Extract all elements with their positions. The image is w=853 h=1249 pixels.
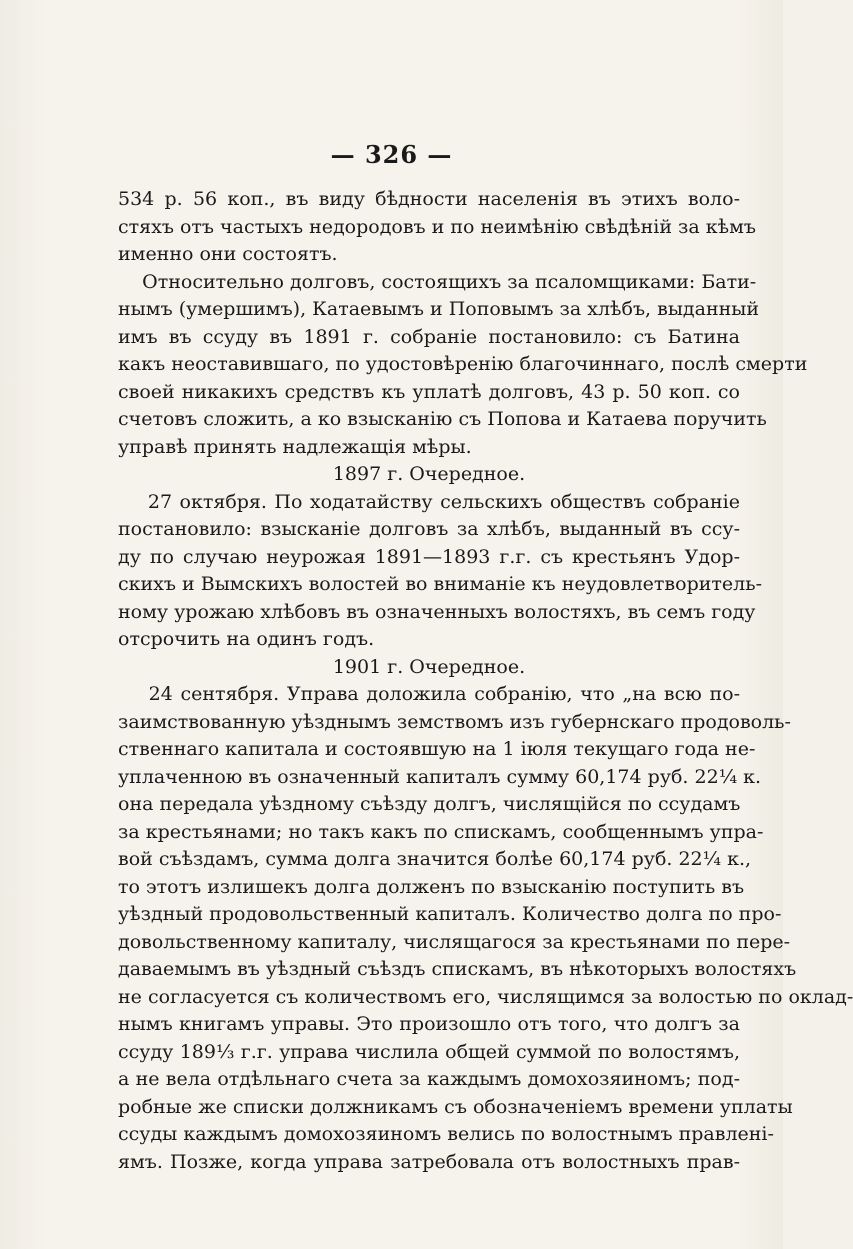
text-line: она передала уѣздному съѣзду долгъ, числящійся по ссудамъ: [118, 793, 741, 815]
text-line: стяхъ отъ частыхъ недородовъ и по неимѣнію свѣдѣній за кѣмъ: [118, 215, 756, 238]
text-line: ственнаго капитала и состоявшую на 1 іюля текущаго года не-: [118, 738, 756, 760]
text-line: 534 р. 56 коп., въ виду бѣдности населенія въ этихъ воло-: [118, 188, 740, 210]
section-heading: 1897 г. Очередное.: [332, 463, 526, 485]
text-line: ссуду 189⅓ г.г. управа числила общей суммой по волостямъ,: [118, 1040, 740, 1063]
text-line: ному урожаю хлѣбовъ въ означенныхъ волостяхъ, въ семъ году: [118, 600, 756, 623]
text-line: ду по случаю неурожая 1891—1893 г.г. съ крестьянъ Удор-: [118, 545, 740, 568]
text-line: счетовъ сложить, а ко взысканію съ Попова и Катаева поручить: [118, 408, 767, 430]
text-line: своей никакихъ средствъ къ уплатѣ долговъ, 43 р. 50 коп. со: [118, 380, 740, 403]
section-heading: 1901 г. Очередное.: [332, 655, 526, 678]
text-line: ямъ. Позже, когда управа затребовала отъ волостныхъ прав-: [118, 1150, 740, 1173]
body-text: [118, 186, 853, 1176]
text-line: за крестьянами; но такъ какъ по спискамъ, сообщеннымъ упра-: [118, 820, 764, 843]
text-line: заимствованную уѣзднымъ земствомъ изъ губернскаго продоволь-: [118, 710, 791, 733]
text-line: нымъ (умершимъ), Катаевымъ и Поповымъ за хлѣбъ, выданный: [118, 298, 760, 320]
text-line: не согласуется съ количествомъ его, числящимся за волостью по оклад-: [118, 985, 853, 1008]
text-line: скихъ и Вымскихъ волостей во вниманіе къ неудовлетворитель-: [118, 573, 762, 595]
text-line: уѣздный продовольственный капиталъ. Количество долга по про-: [118, 903, 782, 925]
text-line: а не вела отдѣльнаго счета за каждымъ домохозяиномъ; под-: [118, 1068, 740, 1090]
text-line: робные же списки должникамъ съ обозначеніемъ времени уплаты: [118, 1095, 793, 1118]
text-line: 24 сентября. Управа доложила собранію, что „на всю по-: [118, 683, 740, 705]
text-line: имъ въ ссуду въ 1891 г. собраніе постановило: съ Батина: [118, 325, 740, 348]
text-line: управѣ принять надлежащія мѣры.: [118, 435, 472, 458]
text-line: ссуды каждымъ домохозяиномъ велись по волостнымъ правлені-: [118, 1123, 774, 1145]
text-line: именно они состоятъ.: [118, 243, 338, 265]
text-line: Относительно долговъ, состоящихъ за псаломщиками: Бати-: [118, 270, 757, 293]
text-line: даваемымъ въ уѣздный съѣздъ спискамъ, въ нѣкоторыхъ волостяхъ: [118, 958, 797, 980]
text-line: 27 октября. По ходатайству сельскихъ обществъ собраніе: [118, 490, 740, 513]
page-number: — 326 —: [330, 140, 453, 169]
text-line: уплаченною въ означенный капиталъ сумму 60,174 руб. 22¼ к.: [118, 765, 762, 788]
text-line: нымъ книгамъ управы. Это произошло отъ того, что долгъ за: [118, 1013, 740, 1035]
text-line: отсрочить на одинъ годъ.: [118, 628, 375, 650]
text-line: то этотъ излишекъ долга долженъ по взысканію поступить въ: [118, 875, 745, 898]
text-line: довольственному капиталу, числящагося за крестьянами по пере-: [118, 930, 791, 953]
text-line: вой съѣздамъ, сумма долга значится болѣе 60,174 руб. 22¼ к.,: [118, 848, 752, 870]
text-line: какъ неоставившаго, по удостовѣренію благочиннаго, послѣ смерти: [118, 353, 808, 375]
text-line: постановило: взысканіе долговъ за хлѣбъ, выданный въ ссу-: [118, 518, 740, 540]
